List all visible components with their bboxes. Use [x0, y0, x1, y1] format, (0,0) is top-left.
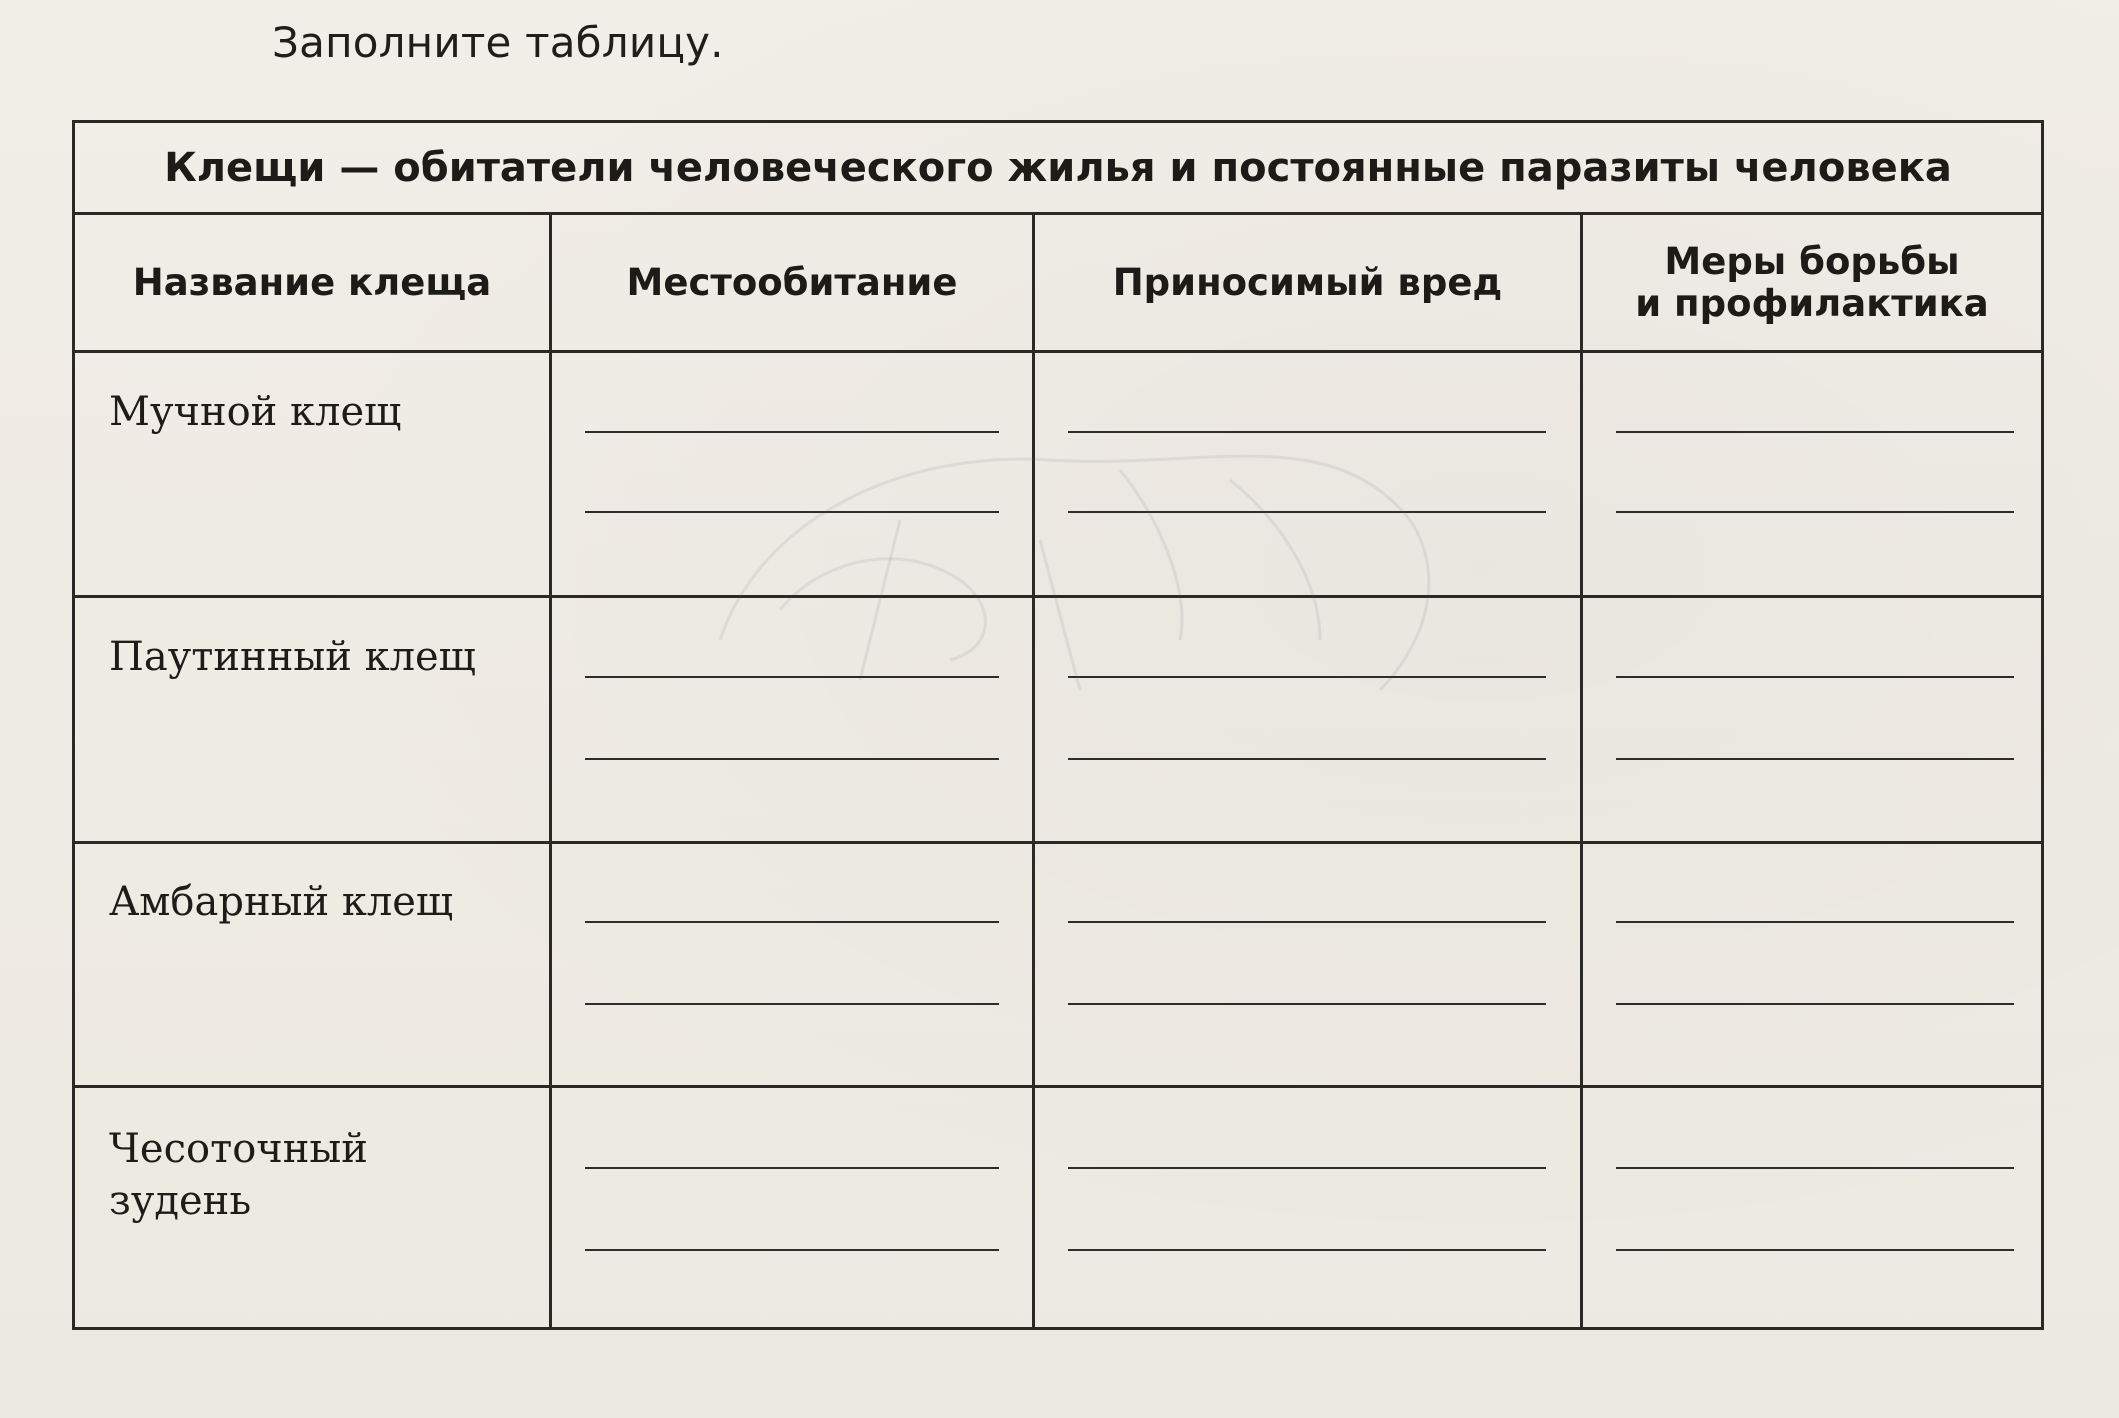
row-divider: [75, 595, 2041, 598]
column-divider: [549, 215, 552, 1327]
column-divider: [1032, 215, 1035, 1327]
row-name-spider-mite: [109, 631, 476, 683]
column-divider: [1580, 215, 1583, 1327]
answer-line-habitat[interactable]: [585, 431, 999, 433]
answer-line-harm[interactable]: [1068, 511, 1546, 513]
answer-line-harm[interactable]: [1068, 431, 1546, 433]
answer-line-habitat[interactable]: [585, 676, 999, 678]
answer-line-harm[interactable]: [1068, 676, 1546, 678]
instruction-text: Заполните таблицу.: [272, 18, 724, 67]
column-header-line: и профилактика: [1635, 281, 1989, 325]
answer-line-harm[interactable]: [1068, 758, 1546, 760]
answer-line-prevention[interactable]: [1616, 676, 2014, 678]
answer-line-prevention[interactable]: [1616, 431, 2014, 433]
row-name-flour-mite: [109, 386, 401, 438]
answer-line-prevention[interactable]: [1616, 1003, 2014, 1005]
row-name-itch-mite: [109, 1123, 368, 1227]
answer-line-prevention[interactable]: [1616, 921, 2014, 923]
column-header-line: Название клеща: [132, 260, 492, 304]
row-name-barn-mite: [109, 876, 453, 928]
answer-line-habitat[interactable]: [585, 511, 999, 513]
answer-line-prevention[interactable]: [1616, 511, 2014, 513]
column-header-line: Приносимый вред: [1112, 260, 1503, 304]
row-name-line: зудень: [109, 1178, 252, 1224]
answer-line-habitat[interactable]: [585, 1003, 999, 1005]
answer-line-habitat[interactable]: [585, 921, 999, 923]
column-header-habitat: [552, 215, 1032, 350]
header-divider: [75, 350, 2041, 353]
column-header-harm: [1035, 215, 1580, 350]
row-name-line: Амбарный клещ: [109, 879, 454, 925]
row-divider: [75, 1085, 2041, 1088]
answer-line-habitat[interactable]: [585, 1167, 999, 1169]
table-title: Клещи — обитатели человеческого жилья и постоянные паразиты человека: [75, 123, 2041, 215]
column-header-prevention: [1583, 215, 2041, 350]
answer-line-harm[interactable]: [1068, 921, 1546, 923]
mites-table: [72, 120, 2044, 1330]
answer-line-habitat[interactable]: [585, 1249, 999, 1251]
answer-line-habitat[interactable]: [585, 758, 999, 760]
row-name-line: Мучной клещ: [109, 389, 402, 435]
row-name-line: Чесоточный: [109, 1126, 368, 1172]
answer-line-prevention[interactable]: [1616, 1167, 2014, 1169]
answer-line-harm[interactable]: [1068, 1003, 1546, 1005]
column-header-line: Меры борьбы: [1664, 239, 1960, 283]
answer-line-prevention[interactable]: [1616, 758, 2014, 760]
row-name-line: Паутинный клещ: [109, 634, 476, 680]
answer-line-harm[interactable]: [1068, 1249, 1546, 1251]
row-divider: [75, 841, 2041, 844]
column-header-line: Местообитание: [626, 260, 958, 304]
answer-line-harm[interactable]: [1068, 1167, 1546, 1169]
column-header-mite-name: [75, 215, 549, 350]
answer-line-prevention[interactable]: [1616, 1249, 2014, 1251]
